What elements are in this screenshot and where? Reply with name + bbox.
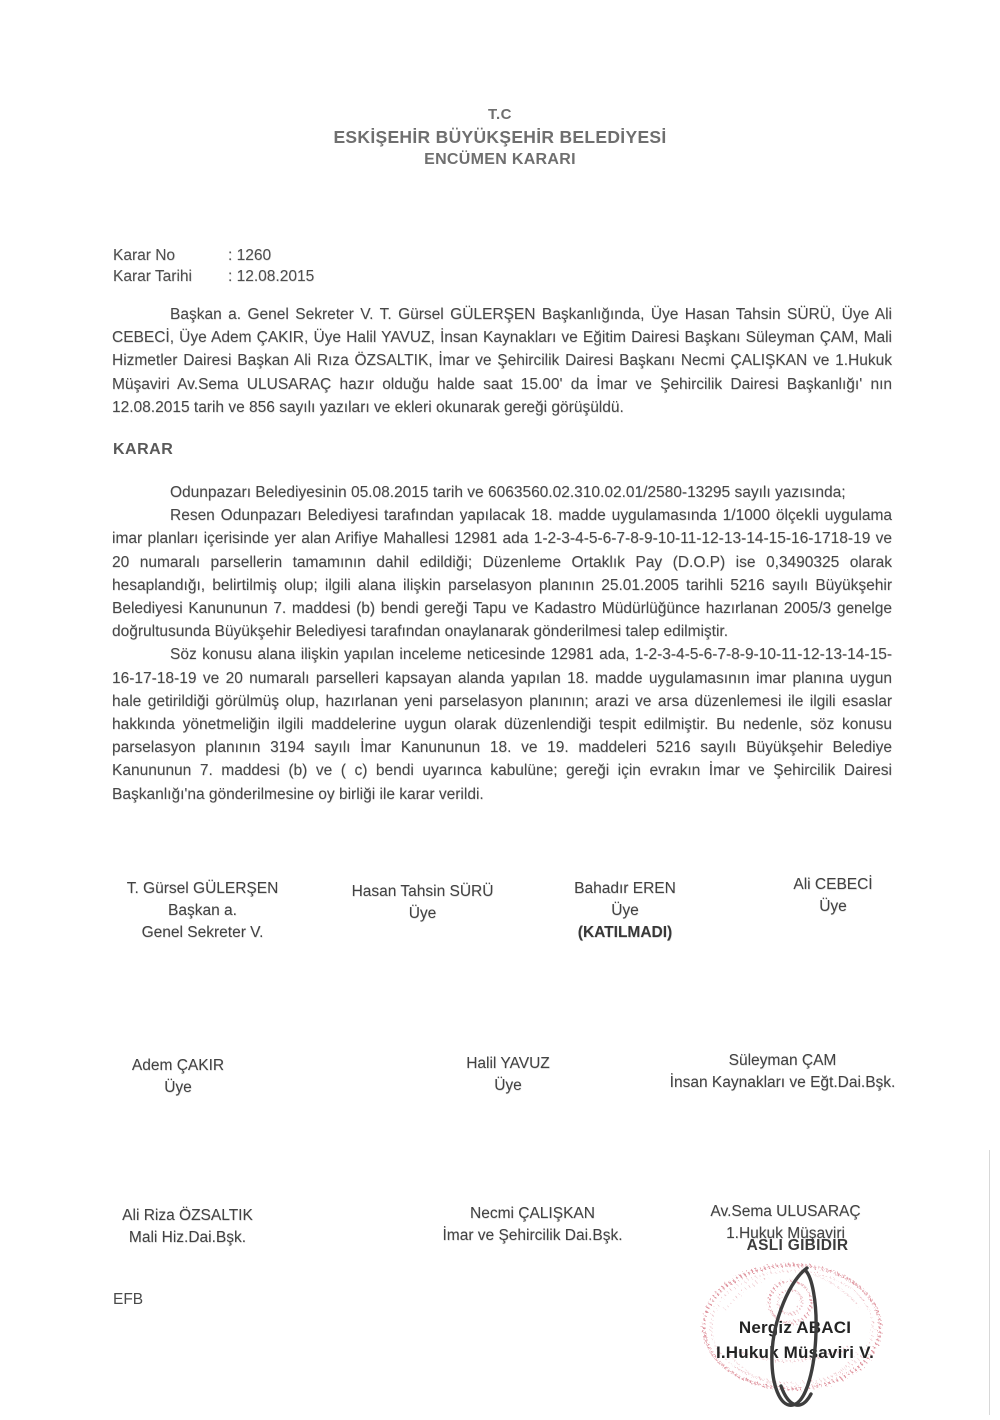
signatory-name: Adem ÇAKIR <box>131 1057 225 1074</box>
signatory-role: 1.Hukuk Müşaviri <box>726 1225 845 1242</box>
decision-date-label: Karar Tarihi <box>113 268 192 285</box>
signatory-role: İnsan Kaynakları ve Eğt.Dai.Bşk. <box>669 1074 896 1091</box>
signatory-role: Üye <box>494 1077 522 1094</box>
decision-paragraph: Söz konusu alana ilişkin yapılan inceleme neticesinde 12981 ada, 1-2-3-4-5-6-7-8-9-10-11-12-13-14-15-16-17-18-19 ve 20 numaralı parselleri kapsayan alanda yapılan 18. madde uygulamasının imar planına uygun hale getirildiği görülmüş olup, hazırlanan yeni parselasyon planının; arazi ve arsa düzenlemesi ile ilgili esaslar hakkında yönetmeliğin ilgili maddelerine uygun olarak düzenlendiği tespit edilmiştir. Bu nedenle, söz konusu parselasyon planının 3194 sayılı İmar Kanununun 18. ve 19. maddeleri 5216 sayılı Büyükşehir Belediye Kanununun 7. maddesi (b) ve ( c) bendi uyarınca kabulüne; gereği için evrakın İmar ve Şehircilik Dairesi Başkanlığı'na gönderilmesine oy birliği ile karar verildi. <box>112 646 892 803</box>
signatory-role: Üye <box>819 898 847 915</box>
signatory-role: Üye <box>408 905 437 922</box>
decision-heading: KARAR <box>113 441 174 458</box>
signature-block-eren <box>540 878 710 944</box>
signatory-role: İmar ve Şehircilik Dai.Bşk. <box>442 1227 623 1244</box>
signatory-name: T. Gürsel GÜLERŞEN <box>126 880 279 897</box>
signatory-name: Necmi ÇALIŞKAN <box>470 1205 595 1222</box>
signatory-name: Halil YAVUZ <box>466 1055 550 1072</box>
letterhead-doc-type: ENCÜMEN KARARI <box>424 151 576 168</box>
absent-note: (KATILMADI) <box>577 924 673 941</box>
decision-number-label: Karar No <box>113 247 176 264</box>
signatory-name: Av.Sema ULUSARAÇ <box>710 1203 861 1220</box>
request-paragraph: Resen Odunpazarı Belediyesi tarafından yapılacak 18. madde uygulamasında 1/1000 ölçekli uygulama imar planları içerisinde yer alan Arifiye Mahallesi 12981 ada 1-2-3-4-5-6-7-8-9-10-11-12-13-14-15-16-1718-19 ve 20 numaralı parsellerin tamamının dahil edildiği; Düzenleme Ortaklık Pay (D.O.P) ise 0,3490325 olarak hesaplandığı, belirtilmiş olup; ilgili alana ilişkin parselasyon planının 25.01.2005 tarihli 5216 sayılı Büyükşehir Belediyesi Kanununun 7. maddesi (b) bendi gereği Tapu ve Kadastro Müdürlüğünce hazırlanan 2005/3 genelge doğrultusunda Büyükşehir Belediyesi tarafından onaylanarak gönderilmesi talep edilmiştir. <box>112 507 892 641</box>
signatory-name: Bahadır EREN <box>574 880 676 897</box>
signature-block-cam <box>640 1050 925 1094</box>
decision-date-row <box>113 268 314 289</box>
signature-block-ozsaltik <box>90 1205 285 1249</box>
signatory-name: Hasan Tahsin SÜRÜ <box>351 883 494 900</box>
signatory-role: Üye <box>164 1079 192 1096</box>
signatory-role: Üye <box>611 902 639 919</box>
signatory-role: Başkan a. <box>168 902 237 919</box>
signature-block-cakir <box>88 1055 268 1099</box>
signature-block-cebeci <box>748 874 918 918</box>
signatory-role-2: Genel Sekreter V. <box>141 924 264 941</box>
stamp-signer-name: Nergiz ABACI <box>738 1318 852 1337</box>
decision-meta <box>113 247 314 289</box>
pen-signature-icon <box>735 1258 855 1415</box>
decision-date-value: : 12.08.2015 <box>228 268 315 285</box>
intro-section <box>112 303 892 419</box>
signatory-name: Süleyman ÇAM <box>728 1052 837 1069</box>
signature-block-caliskan <box>420 1203 645 1247</box>
scan-artifact-line <box>989 1150 990 1415</box>
stamp-signer-title: I.Hukuk Müşaviri V. <box>715 1343 875 1362</box>
decision-body <box>112 481 892 806</box>
signature-block-yavuz <box>418 1053 598 1097</box>
decision-number-row <box>113 247 314 268</box>
decision-number-value: : 1260 <box>228 247 272 264</box>
letterhead <box>0 106 1000 169</box>
handwritten-signature <box>735 1258 855 1415</box>
reference-paragraph: Odunpazarı Belediyesinin 05.08.2015 tarih ve 6063560.02.310.02.01/2580-13295 sayılı yazısında; <box>170 484 846 501</box>
typist-initials: EFB <box>113 1291 144 1308</box>
signatory-name: Ali CEBECİ <box>793 876 873 893</box>
certified-copy-text: ASLI GIBIDIR <box>746 1237 849 1254</box>
signatory-role: Mali Hiz.Dai.Bşk. <box>128 1229 247 1246</box>
intro-paragraph: Başkan a. Genel Sekreter V. T. Gürsel GÜLERŞEN Başkanlığında, Üye Hasan Tahsin SÜRÜ, Üye Ali CEBECİ, Üye Adem ÇAKIR, Üye Halil YAVUZ, İnsan Kaynakları ve Eğitim Dairesi Başkanı Süleyman ÇAM, Mali Hizmetler Dairesi Başkan Ali Rıza ÖZSALTIK, İmar ve Şehircilik Dairesi Başkanı Necmi ÇALIŞKAN ve 1.Hukuk Müşaviri Av.Sema ULUSARAÇ hazır olduğu halde saat 15.00' da İmar ve Şehircilik Dairesi Başkanlığı' nın 12.08.2015 tarih ve 856 sayılı yazıları ve ekleri okunarak gereği görüşüldü. <box>112 306 892 416</box>
letterhead-municipality: ESKİŞEHİR BÜYÜKŞEHİR BELEDİYESİ <box>333 127 667 147</box>
signature-block-gulersen <box>105 878 300 944</box>
letterhead-country: T.C <box>488 106 512 123</box>
signatory-name: Ali Riza ÖZSALTIK <box>122 1207 253 1224</box>
signature-block-suru <box>330 881 515 925</box>
